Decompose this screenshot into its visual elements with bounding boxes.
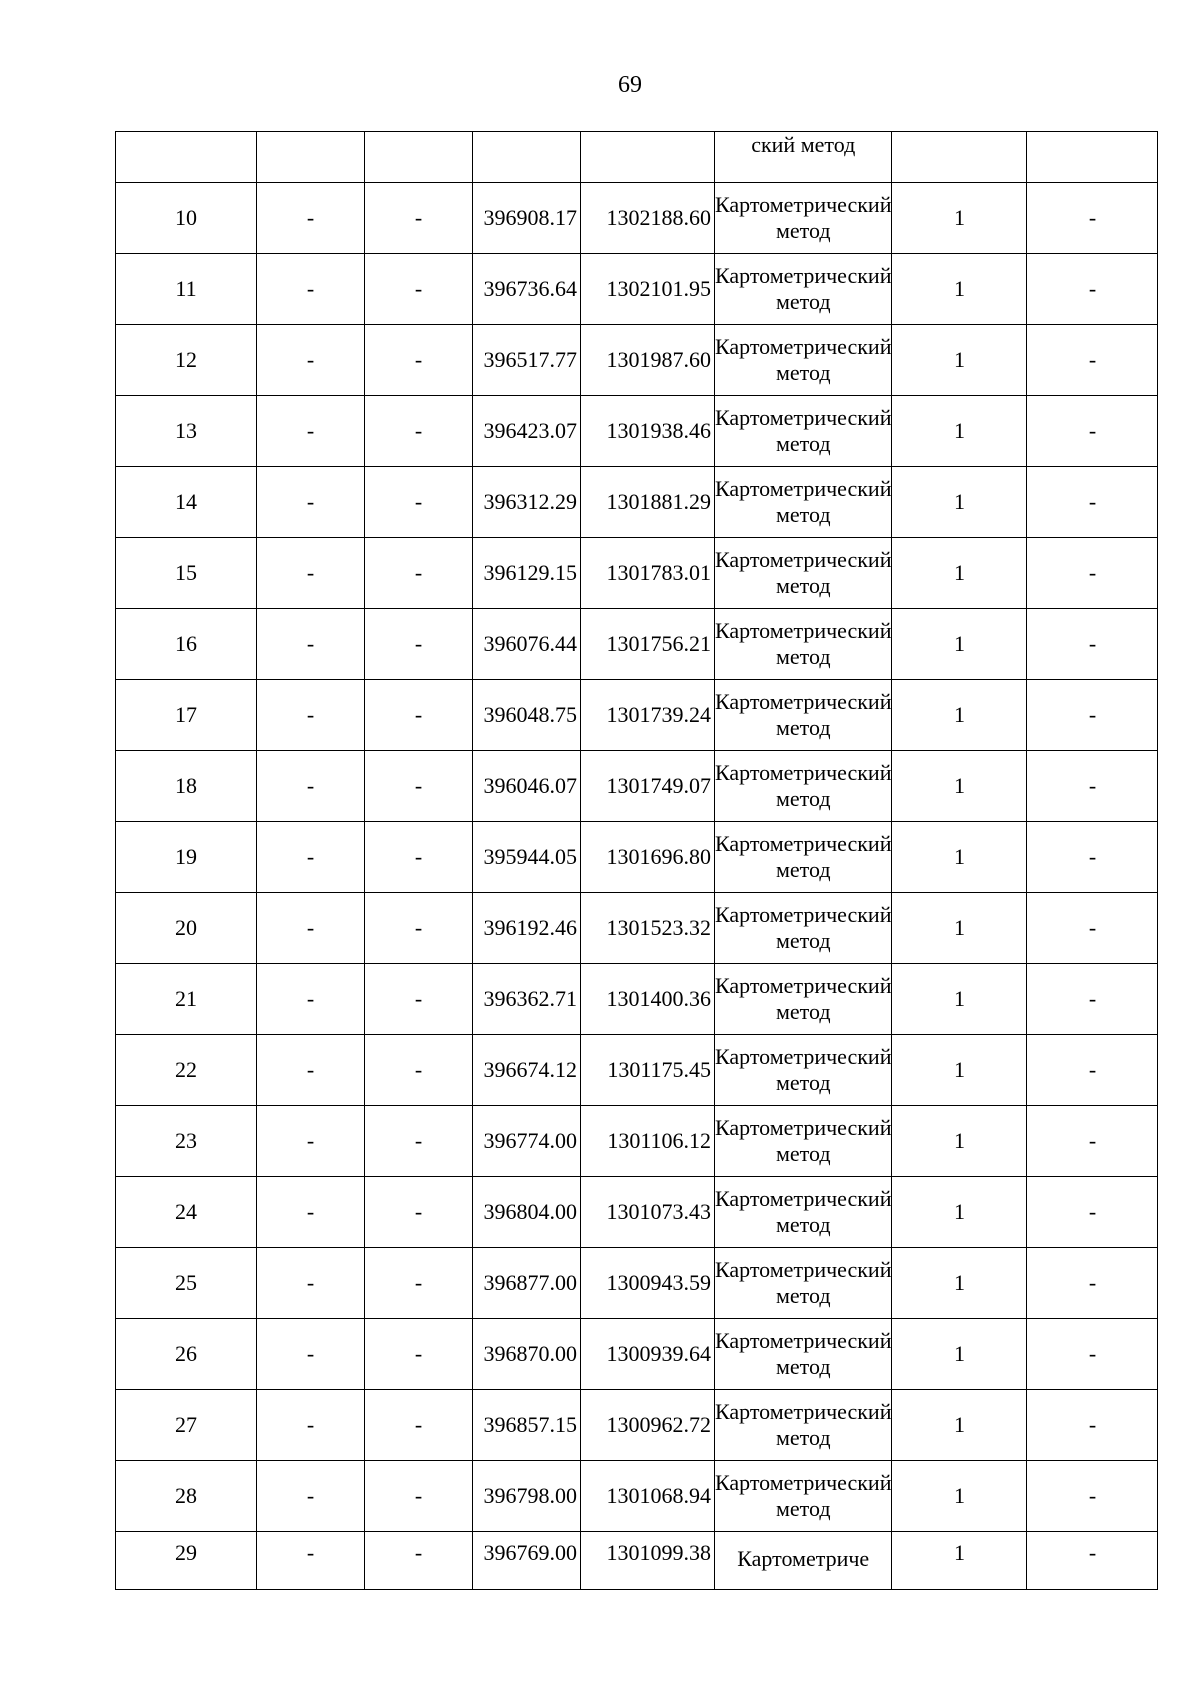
coordinates-table (115, 131, 1158, 1590)
cell-col3: - (365, 1390, 473, 1461)
cell-number: 28 (116, 1461, 257, 1532)
cell-col2: - (257, 396, 365, 467)
cell-col3: - (365, 751, 473, 822)
table-row (116, 893, 1158, 964)
cell-x: 396362.71 (473, 964, 581, 1035)
cell-number: 24 (116, 1177, 257, 1248)
cell-col7: 1 (892, 1248, 1027, 1319)
cell-col3: - (365, 254, 473, 325)
cell-col3: - (365, 822, 473, 893)
table-row (116, 1106, 1158, 1177)
cell-col3: - (365, 1461, 473, 1532)
cell-col8: - (1027, 396, 1158, 467)
cell-col8: - (1027, 893, 1158, 964)
cell-method: Картометрический метод (715, 1248, 892, 1319)
cell-y: 1301400.36 (581, 964, 715, 1035)
cell-col3: - (365, 680, 473, 751)
cell-col2: - (257, 609, 365, 680)
cell-col7: 1 (892, 1461, 1027, 1532)
cell-x: 396076.44 (473, 609, 581, 680)
cell-col2: - (257, 680, 365, 751)
cell-number: 14 (116, 467, 257, 538)
cell-y: 1301099.38 (581, 1532, 715, 1590)
cell-x: 396046.07 (473, 751, 581, 822)
cell-x: 396674.12 (473, 1035, 581, 1106)
cell-col8: - (1027, 1106, 1158, 1177)
cell-col7: 1 (892, 964, 1027, 1035)
cell-number: 12 (116, 325, 257, 396)
table-row (116, 1532, 1158, 1590)
cell-col7: 1 (892, 1390, 1027, 1461)
cell-col3: - (365, 964, 473, 1035)
table-row (116, 254, 1158, 325)
cell-number (116, 132, 257, 183)
cell-col7 (892, 132, 1027, 183)
cell-y: 1301987.60 (581, 325, 715, 396)
cell-col2: - (257, 183, 365, 254)
cell-col8: - (1027, 538, 1158, 609)
cell-x: 396736.64 (473, 254, 581, 325)
table-row (116, 538, 1158, 609)
cell-col7: 1 (892, 893, 1027, 964)
cell-number: 29 (116, 1532, 257, 1590)
cell-number: 26 (116, 1319, 257, 1390)
cell-x: 396877.00 (473, 1248, 581, 1319)
cell-number: 13 (116, 396, 257, 467)
cell-method: Картометрический метод (715, 1390, 892, 1461)
cell-col7: 1 (892, 751, 1027, 822)
cell-x: 396517.77 (473, 325, 581, 396)
table-row (116, 1390, 1158, 1461)
cell-method: Картометрический метод (715, 467, 892, 538)
cell-col7: 1 (892, 1035, 1027, 1106)
cell-col8: - (1027, 680, 1158, 751)
cell-method: Картометрический метод (715, 538, 892, 609)
cell-method: Картометрический метод (715, 1106, 892, 1177)
cell-x: 396908.17 (473, 183, 581, 254)
cell-y: 1300939.64 (581, 1319, 715, 1390)
cell-col3: - (365, 1106, 473, 1177)
cell-method: Картометрический метод (715, 396, 892, 467)
cell-col7: 1 (892, 1532, 1027, 1590)
cell-method: Картометрический метод (715, 1035, 892, 1106)
cell-x: 396769.00 (473, 1532, 581, 1590)
cell-col2: - (257, 893, 365, 964)
table-row (116, 183, 1158, 254)
cell-col8: - (1027, 609, 1158, 680)
table-row (116, 1461, 1158, 1532)
cell-number: 25 (116, 1248, 257, 1319)
cell-col7: 1 (892, 822, 1027, 893)
cell-method: Картометрический метод (715, 893, 892, 964)
cell-col7: 1 (892, 538, 1027, 609)
cell-method: ский метод (715, 132, 892, 183)
cell-number: 22 (116, 1035, 257, 1106)
cell-col8: - (1027, 1177, 1158, 1248)
cell-x: 396804.00 (473, 1177, 581, 1248)
cell-x: 396048.75 (473, 680, 581, 751)
cell-col7: 1 (892, 325, 1027, 396)
cell-col3: - (365, 1532, 473, 1590)
cell-col8: - (1027, 1532, 1158, 1590)
cell-col2 (257, 132, 365, 183)
cell-y: 1301175.45 (581, 1035, 715, 1106)
cell-col3: - (365, 1319, 473, 1390)
cell-col3: - (365, 396, 473, 467)
table-row (116, 751, 1158, 822)
cell-col7: 1 (892, 680, 1027, 751)
cell-col7: 1 (892, 183, 1027, 254)
cell-y: 1301739.24 (581, 680, 715, 751)
cell-x: 396798.00 (473, 1461, 581, 1532)
cell-col8: - (1027, 1461, 1158, 1532)
cell-y: 1301881.29 (581, 467, 715, 538)
cell-y: 1301696.80 (581, 822, 715, 893)
cell-number: 17 (116, 680, 257, 751)
cell-col8: - (1027, 1248, 1158, 1319)
cell-col7: 1 (892, 396, 1027, 467)
cell-x (473, 132, 581, 183)
cell-x: 396774.00 (473, 1106, 581, 1177)
cell-number: 19 (116, 822, 257, 893)
cell-col2: - (257, 1248, 365, 1319)
cell-number: 21 (116, 964, 257, 1035)
cell-y: 1302188.60 (581, 183, 715, 254)
cell-number: 16 (116, 609, 257, 680)
cell-x: 396192.46 (473, 893, 581, 964)
cell-col7: 1 (892, 467, 1027, 538)
cell-y: 1301783.01 (581, 538, 715, 609)
cell-col3: - (365, 1177, 473, 1248)
cell-y: 1301523.32 (581, 893, 715, 964)
cell-y: 1301756.21 (581, 609, 715, 680)
cell-col8: - (1027, 254, 1158, 325)
cell-number: 20 (116, 893, 257, 964)
cell-y: 1301068.94 (581, 1461, 715, 1532)
cell-col7: 1 (892, 1177, 1027, 1248)
cell-y: 1301106.12 (581, 1106, 715, 1177)
cell-col2: - (257, 1319, 365, 1390)
table-row (116, 1177, 1158, 1248)
cell-col8: - (1027, 1035, 1158, 1106)
cell-method: Картометрический метод (715, 751, 892, 822)
cell-col8: - (1027, 1390, 1158, 1461)
cell-method: Картометрический метод (715, 1319, 892, 1390)
cell-x: 395944.05 (473, 822, 581, 893)
cell-number: 10 (116, 183, 257, 254)
cell-col2: - (257, 1532, 365, 1590)
table-row (116, 1248, 1158, 1319)
cell-y: 1301749.07 (581, 751, 715, 822)
cell-col2: - (257, 538, 365, 609)
cell-col8: - (1027, 964, 1158, 1035)
cell-number: 18 (116, 751, 257, 822)
cell-method: Картометрический метод (715, 1177, 892, 1248)
cell-col8: - (1027, 751, 1158, 822)
cell-y: 1301073.43 (581, 1177, 715, 1248)
cell-col8: - (1027, 183, 1158, 254)
cell-col8: - (1027, 822, 1158, 893)
cell-col2: - (257, 751, 365, 822)
cell-number: 23 (116, 1106, 257, 1177)
cell-col3: - (365, 1035, 473, 1106)
cell-x: 396870.00 (473, 1319, 581, 1390)
cell-y: 1301938.46 (581, 396, 715, 467)
cell-col2: - (257, 467, 365, 538)
cell-col3: - (365, 467, 473, 538)
cell-method: Картометрический метод (715, 609, 892, 680)
cell-number: 27 (116, 1390, 257, 1461)
cell-col8 (1027, 132, 1158, 183)
table-row (116, 822, 1158, 893)
cell-method: Картометрический метод (715, 1461, 892, 1532)
cell-col2: - (257, 1035, 365, 1106)
cell-y: 1300962.72 (581, 1390, 715, 1461)
cell-method: Картометрический метод (715, 254, 892, 325)
cell-col7: 1 (892, 1319, 1027, 1390)
cell-col7: 1 (892, 609, 1027, 680)
cell-col3: - (365, 325, 473, 396)
table-row (116, 396, 1158, 467)
table-row (116, 1319, 1158, 1390)
cell-x: 396857.15 (473, 1390, 581, 1461)
table-row (116, 609, 1158, 680)
cell-y (581, 132, 715, 183)
cell-method: Картометриче (715, 1532, 892, 1590)
page-number: 69 (618, 72, 642, 98)
cell-method: Картометрический метод (715, 680, 892, 751)
cell-x: 396423.07 (473, 396, 581, 467)
cell-col7: 1 (892, 254, 1027, 325)
cell-col8: - (1027, 467, 1158, 538)
cell-method: Картометрический метод (715, 183, 892, 254)
cell-col3 (365, 132, 473, 183)
cell-col2: - (257, 1177, 365, 1248)
table-row (116, 964, 1158, 1035)
cell-col2: - (257, 822, 365, 893)
cell-col2: - (257, 254, 365, 325)
cell-method: Картометрический метод (715, 822, 892, 893)
cell-method: Картометрический метод (715, 325, 892, 396)
cell-col2: - (257, 1106, 365, 1177)
cell-method: Картометрический метод (715, 964, 892, 1035)
table-row (116, 680, 1158, 751)
cell-col3: - (365, 609, 473, 680)
cell-col2: - (257, 1461, 365, 1532)
cell-number: 15 (116, 538, 257, 609)
cell-col8: - (1027, 325, 1158, 396)
cell-col2: - (257, 964, 365, 1035)
table-row (116, 1035, 1158, 1106)
cell-col2: - (257, 1390, 365, 1461)
cell-number: 11 (116, 254, 257, 325)
cell-col3: - (365, 183, 473, 254)
cell-col2: - (257, 325, 365, 396)
table-row (116, 325, 1158, 396)
cell-col7: 1 (892, 1106, 1027, 1177)
cell-x: 396312.29 (473, 467, 581, 538)
cell-col8: - (1027, 1319, 1158, 1390)
cell-x: 396129.15 (473, 538, 581, 609)
cell-col3: - (365, 893, 473, 964)
cell-col3: - (365, 538, 473, 609)
cell-y: 1300943.59 (581, 1248, 715, 1319)
table-row-continued (116, 132, 1158, 183)
table-row (116, 467, 1158, 538)
cell-y: 1302101.95 (581, 254, 715, 325)
cell-col3: - (365, 1248, 473, 1319)
